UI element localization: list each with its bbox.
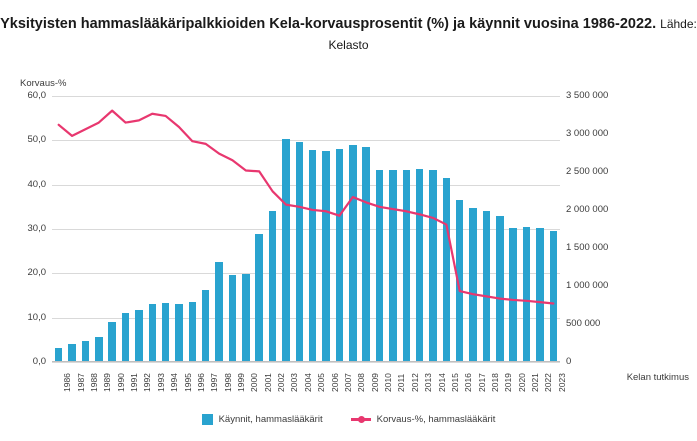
x-axis-line (52, 361, 560, 362)
x-tick-label: 1997 (209, 373, 220, 392)
y-tick-right: 1 500 000 (566, 242, 609, 253)
x-tick-label: 2020 (516, 373, 527, 392)
chart-title (0, 14, 697, 56)
x-tick-label: 2021 (530, 373, 541, 392)
x-tick-label: 1991 (129, 373, 140, 392)
x-tick-label: 1998 (222, 373, 233, 392)
x-tick-label: 2012 (409, 373, 420, 392)
y-tick-left: 10,0 (27, 311, 46, 323)
x-tick-label: 2023 (556, 373, 567, 392)
y-tick-right: 2 000 000 (566, 204, 609, 215)
x-tick-label: 2009 (369, 373, 380, 392)
y-tick-left: 20,0 (27, 267, 46, 279)
legend-line-swatch-icon (351, 418, 371, 421)
x-tick-label: 2000 (249, 373, 260, 392)
plot-area (27, 90, 609, 367)
y-tick-right: 1 000 000 (566, 280, 609, 291)
y-tick-left: 60,0 (27, 90, 46, 101)
x-tick-label: 2022 (543, 373, 554, 392)
x-tick-label: 2002 (276, 373, 287, 392)
legend-item-korvausprosentti (351, 414, 496, 425)
x-tick-label: 1995 (182, 373, 193, 392)
chart-title-main: Yksityisten hammaslääkäripalkkioiden Kela-korvausprosentit (%) ja käynnit vuosina 1986-2022. (0, 16, 657, 32)
x-tick-label: 2010 (383, 373, 394, 392)
x-tick-label: 2007 (342, 373, 353, 392)
x-tick-label: 2019 (503, 373, 514, 392)
y-tick-left: 40,0 (27, 178, 46, 190)
y-tick-right: 0 (566, 356, 572, 367)
y-tick-right: 3 000 000 (566, 128, 609, 139)
y-tick-left: 30,0 (27, 223, 46, 234)
y-tick-right: 2 500 000 (566, 166, 609, 177)
chart-title-source: Lähde: Kelasto (328, 17, 697, 52)
x-tick-label: 1988 (88, 373, 99, 392)
y-tick-left: 0,0 (32, 356, 46, 367)
x-tick-label: 2003 (289, 373, 300, 392)
x-tick-label: 2006 (329, 373, 340, 392)
x-tick-label: 1999 (235, 373, 246, 392)
x-tick-label: 1990 (115, 373, 126, 392)
x-tick-label: 2001 (262, 373, 273, 392)
x-tick-label: 2016 (463, 373, 474, 392)
y-tick-right: 3 500 000 (566, 90, 609, 101)
x-tick-label: 2011 (396, 373, 407, 392)
x-tick-label: 1986 (62, 373, 73, 392)
y-tick-right: 500 000 (566, 318, 601, 329)
x-axis-ticks (52, 364, 567, 410)
x-tick-label: 2013 (423, 373, 434, 392)
chart-legend (0, 414, 697, 425)
x-tick-label: 1996 (195, 373, 206, 392)
x-tick-label: 2017 (476, 373, 487, 392)
legend-label-kaynnit: Käynnit, hammaslääkärit (218, 414, 323, 425)
x-tick-label: 2018 (489, 373, 500, 392)
x-tick-label: 1992 (142, 373, 153, 392)
x-tick-label: 1993 (155, 373, 166, 392)
line-series (52, 96, 560, 362)
chart-credit: Kelan tutkimus (626, 372, 689, 383)
legend-item-kaynnit (202, 414, 323, 425)
legend-label-korvausprosentti: Korvaus-%, hammaslääkärit (376, 414, 496, 425)
x-tick-label: 1994 (169, 373, 180, 392)
x-tick-label: 2004 (302, 373, 313, 392)
x-tick-label: 2008 (356, 373, 367, 392)
x-tick-label: 2005 (316, 373, 327, 392)
x-tick-label: 1989 (102, 373, 113, 392)
line-path (59, 111, 554, 304)
gridline (52, 362, 560, 363)
legend-bar-swatch-icon (202, 414, 213, 425)
x-tick-label: 2014 (436, 373, 447, 392)
y-axis-left-label: Korvaus-% (20, 78, 67, 89)
x-tick-label: 2015 (449, 373, 460, 392)
y-tick-left: 50,0 (27, 134, 46, 146)
x-tick-label: 1987 (75, 373, 86, 392)
